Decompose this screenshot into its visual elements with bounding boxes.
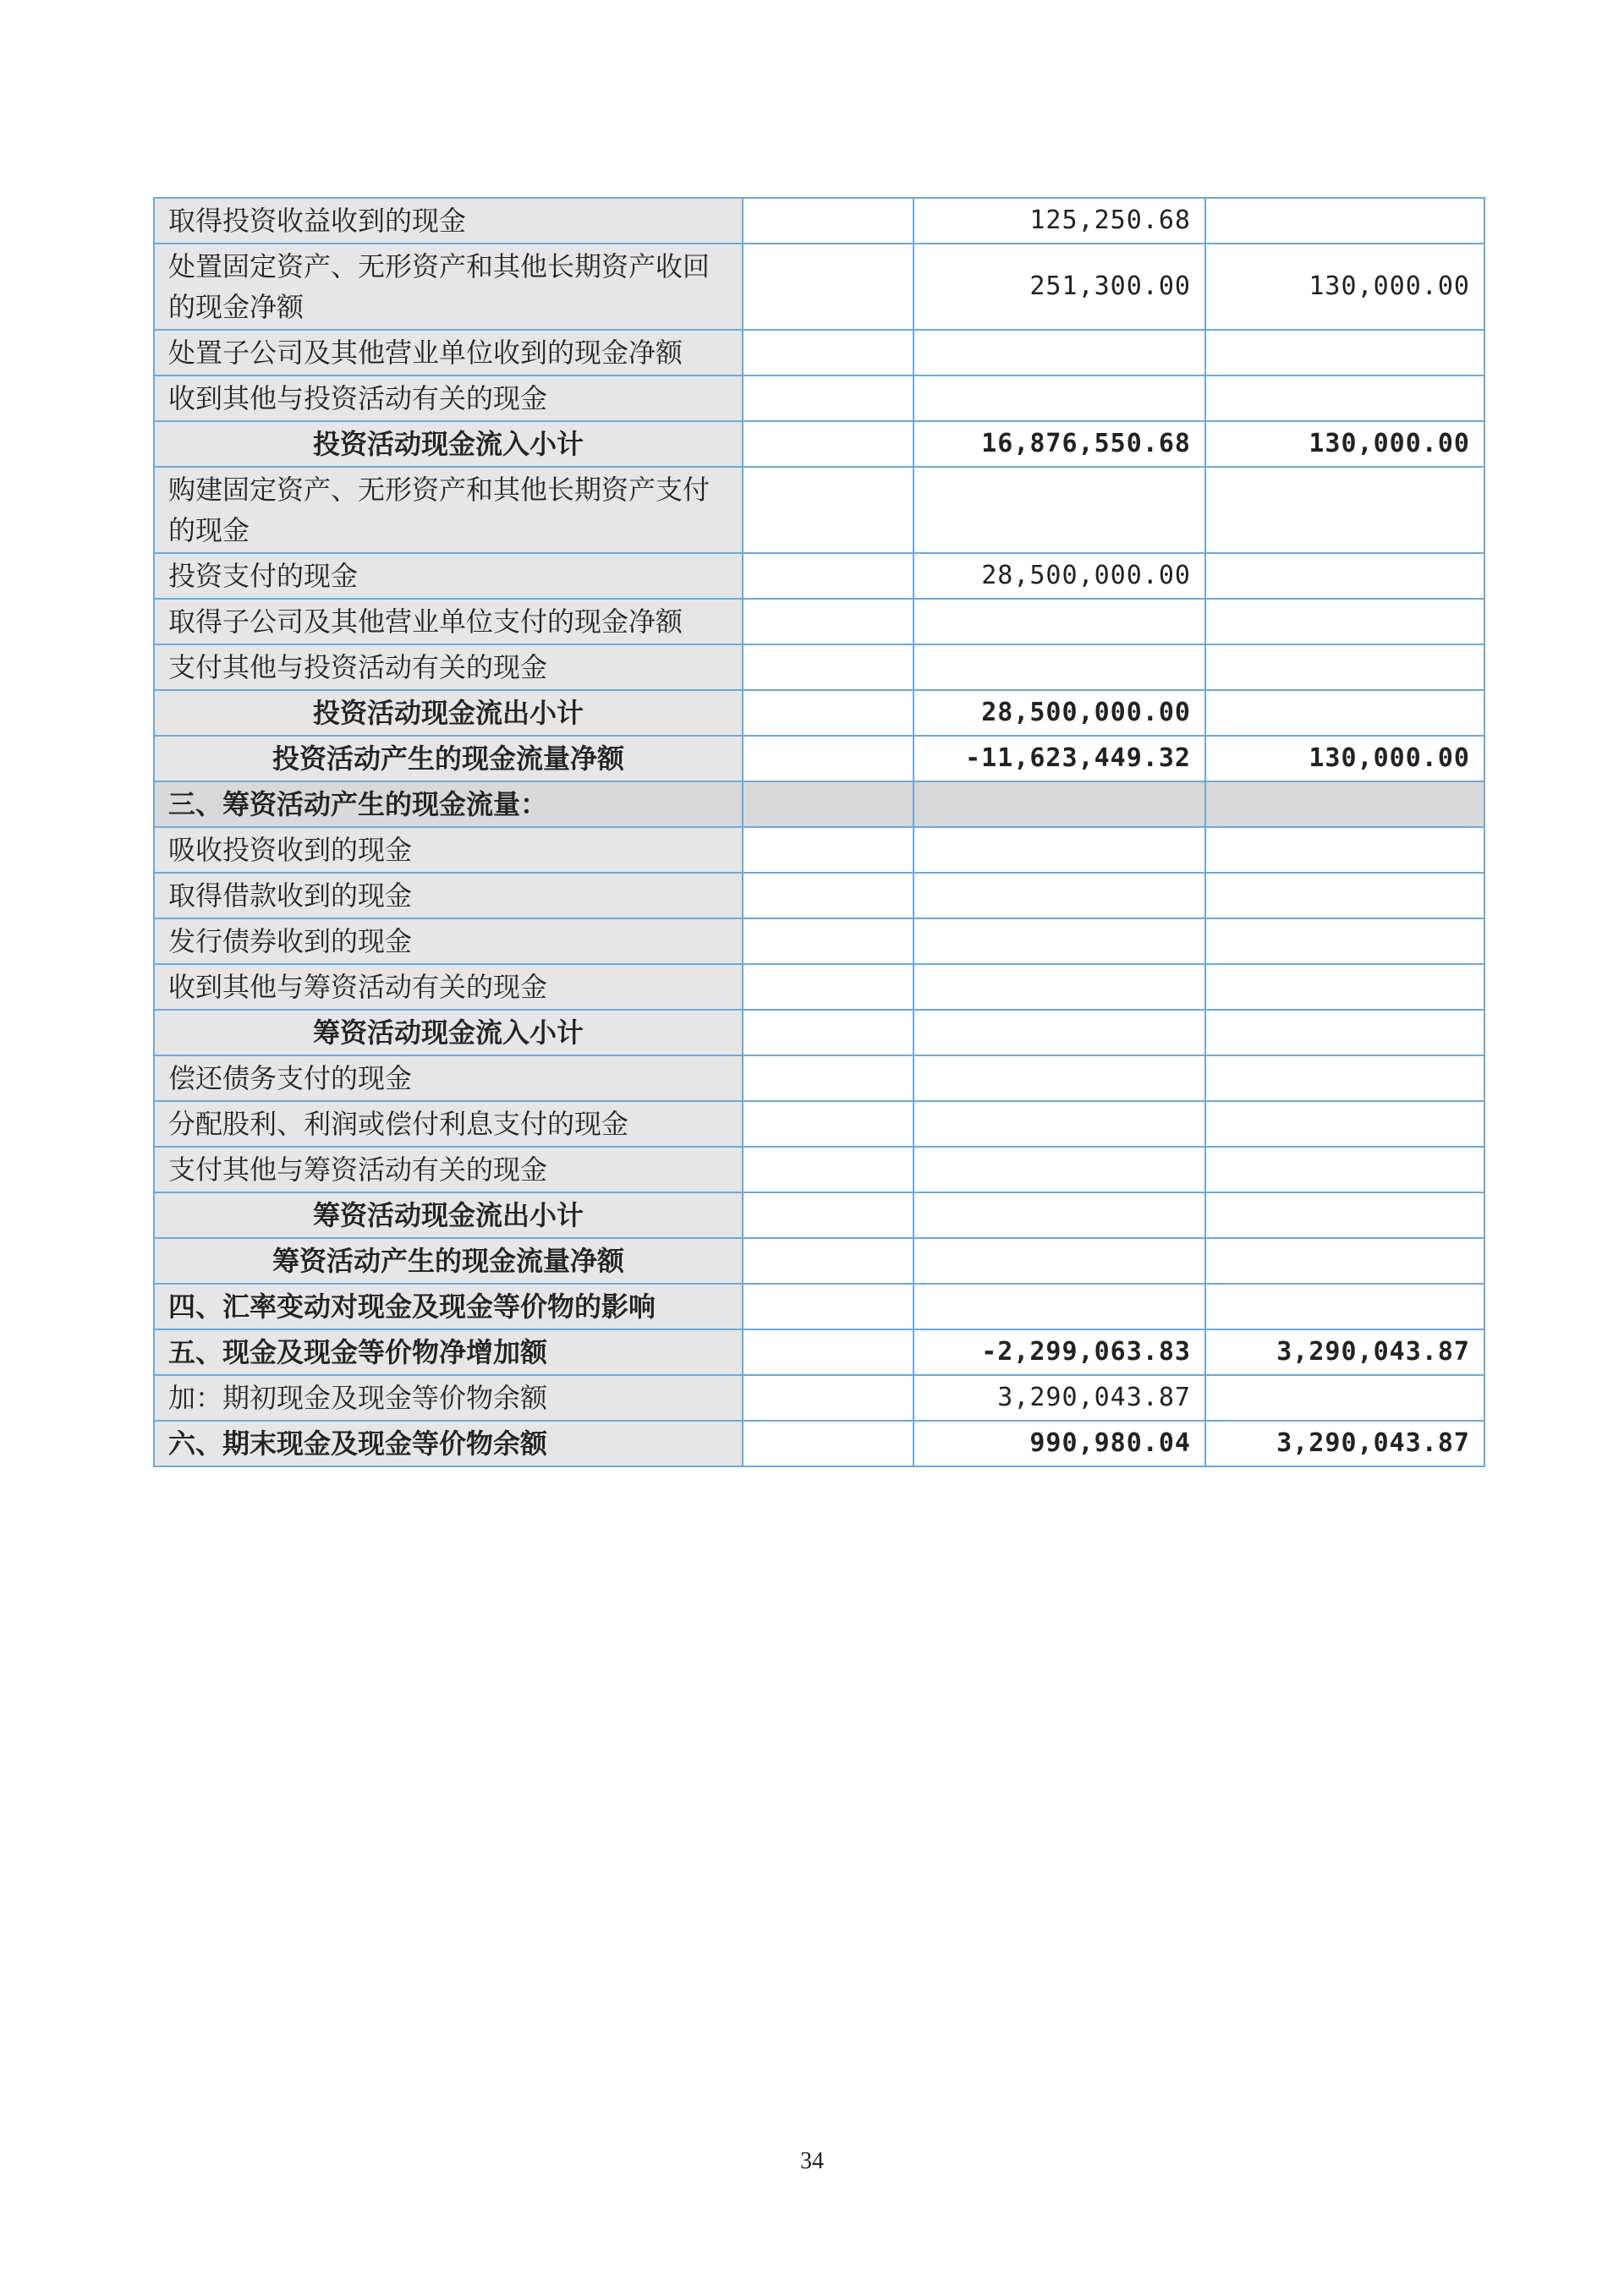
table-row xyxy=(154,244,1484,330)
row-item-label: 取得借款收到的现金 xyxy=(154,873,743,918)
row-note-cell xyxy=(743,1192,914,1238)
table-row xyxy=(154,599,1484,644)
row-current-amount xyxy=(914,375,1205,421)
page-number: 34 xyxy=(800,2148,824,2174)
row-note-cell xyxy=(743,827,914,873)
row-item-label: 三、筹资活动产生的现金流量： xyxy=(154,781,743,827)
row-note-cell xyxy=(743,873,914,918)
table-row xyxy=(154,1101,1484,1147)
row-prior-amount: 3,290,043.87 xyxy=(1205,1421,1484,1466)
row-prior-amount xyxy=(1205,198,1484,244)
row-prior-amount xyxy=(1205,553,1484,599)
row-note-cell xyxy=(743,244,914,330)
row-note-cell xyxy=(743,198,914,244)
row-current-amount xyxy=(914,1101,1205,1147)
row-item-label: 投资支付的现金 xyxy=(154,553,743,599)
row-prior-amount: 130,000.00 xyxy=(1205,736,1484,781)
table-row xyxy=(154,644,1484,690)
row-current-amount xyxy=(914,1238,1205,1284)
row-current-amount xyxy=(914,330,1205,375)
table-row xyxy=(154,421,1484,467)
row-item-label: 六、期末现金及现金等价物余额 xyxy=(154,1421,743,1466)
table-row xyxy=(154,1329,1484,1375)
row-current-amount xyxy=(914,1192,1205,1238)
row-current-amount xyxy=(914,1055,1205,1101)
row-item-label: 投资活动现金流出小计 xyxy=(154,690,743,736)
cash-flow-table xyxy=(153,197,1485,1467)
row-prior-amount xyxy=(1205,1375,1484,1421)
row-note-cell xyxy=(743,599,914,644)
table-row xyxy=(154,964,1484,1010)
row-current-amount xyxy=(914,873,1205,918)
row-prior-amount xyxy=(1205,1284,1484,1329)
table-row xyxy=(154,198,1484,244)
row-current-amount xyxy=(914,1010,1205,1055)
row-prior-amount xyxy=(1205,1010,1484,1055)
row-item-label: 分配股利、利润或偿付利息支付的现金 xyxy=(154,1101,743,1147)
row-item-label: 购建固定资产、无形资产和其他长期资产支付的现金 xyxy=(154,467,743,553)
row-prior-amount: 130,000.00 xyxy=(1205,244,1484,330)
row-note-cell xyxy=(743,1375,914,1421)
row-prior-amount xyxy=(1205,918,1484,964)
row-item-label: 吸收投资收到的现金 xyxy=(154,827,743,873)
row-note-cell xyxy=(743,421,914,467)
row-note-cell xyxy=(743,1421,914,1466)
row-prior-amount xyxy=(1205,644,1484,690)
row-note-cell xyxy=(743,330,914,375)
row-current-amount: -11,623,449.32 xyxy=(914,736,1205,781)
row-current-amount: 125,250.68 xyxy=(914,198,1205,244)
row-item-label: 五、现金及现金等价物净增加额 xyxy=(154,1329,743,1375)
row-note-cell xyxy=(743,781,914,827)
row-current-amount xyxy=(914,827,1205,873)
row-note-cell xyxy=(743,467,914,553)
row-prior-amount xyxy=(1205,1101,1484,1147)
row-note-cell xyxy=(743,644,914,690)
row-note-cell xyxy=(743,690,914,736)
row-prior-amount xyxy=(1205,1055,1484,1101)
row-note-cell xyxy=(743,1101,914,1147)
row-note-cell xyxy=(743,1010,914,1055)
row-item-label: 筹资活动现金流入小计 xyxy=(154,1010,743,1055)
row-note-cell xyxy=(743,1055,914,1101)
table-row xyxy=(154,1421,1484,1466)
row-current-amount xyxy=(914,918,1205,964)
row-prior-amount xyxy=(1205,467,1484,553)
row-prior-amount xyxy=(1205,873,1484,918)
row-note-cell xyxy=(743,1284,914,1329)
table-row xyxy=(154,873,1484,918)
row-item-label: 取得子公司及其他营业单位支付的现金净额 xyxy=(154,599,743,644)
row-item-label: 收到其他与投资活动有关的现金 xyxy=(154,375,743,421)
table-row xyxy=(154,827,1484,873)
row-item-label: 支付其他与筹资活动有关的现金 xyxy=(154,1147,743,1192)
table-row xyxy=(154,330,1484,375)
row-item-label: 投资活动现金流入小计 xyxy=(154,421,743,467)
row-note-cell xyxy=(743,964,914,1010)
table-row xyxy=(154,1055,1484,1101)
row-note-cell xyxy=(743,1147,914,1192)
row-item-label: 四、汇率变动对现金及现金等价物的影响 xyxy=(154,1284,743,1329)
row-note-cell xyxy=(743,375,914,421)
row-item-label: 发行债券收到的现金 xyxy=(154,918,743,964)
row-prior-amount: 130,000.00 xyxy=(1205,421,1484,467)
table-row xyxy=(154,1147,1484,1192)
table-row xyxy=(154,781,1484,827)
row-current-amount xyxy=(914,781,1205,827)
row-item-label: 筹资活动现金流出小计 xyxy=(154,1192,743,1238)
row-item-label: 支付其他与投资活动有关的现金 xyxy=(154,644,743,690)
table-body xyxy=(154,198,1484,1466)
row-prior-amount xyxy=(1205,375,1484,421)
row-current-amount xyxy=(914,1284,1205,1329)
row-current-amount: 16,876,550.68 xyxy=(914,421,1205,467)
table-row xyxy=(154,467,1484,553)
row-prior-amount xyxy=(1205,827,1484,873)
row-current-amount xyxy=(914,964,1205,1010)
table-row xyxy=(154,1238,1484,1284)
row-item-label: 筹资活动产生的现金流量净额 xyxy=(154,1238,743,1284)
row-prior-amount xyxy=(1205,1238,1484,1284)
row-current-amount xyxy=(914,1147,1205,1192)
row-current-amount: 28,500,000.00 xyxy=(914,690,1205,736)
row-item-label: 收到其他与筹资活动有关的现金 xyxy=(154,964,743,1010)
row-prior-amount xyxy=(1205,1147,1484,1192)
table-row xyxy=(154,553,1484,599)
row-prior-amount xyxy=(1205,964,1484,1010)
row-note-cell xyxy=(743,918,914,964)
row-prior-amount xyxy=(1205,599,1484,644)
row-prior-amount xyxy=(1205,690,1484,736)
table-row xyxy=(154,1010,1484,1055)
row-current-amount: 3,290,043.87 xyxy=(914,1375,1205,1421)
table-row xyxy=(154,1192,1484,1238)
row-current-amount: 251,300.00 xyxy=(914,244,1205,330)
row-item-label: 处置子公司及其他营业单位收到的现金净额 xyxy=(154,330,743,375)
row-current-amount xyxy=(914,644,1205,690)
row-prior-amount xyxy=(1205,330,1484,375)
row-prior-amount xyxy=(1205,781,1484,827)
row-item-label: 偿还债务支付的现金 xyxy=(154,1055,743,1101)
row-note-cell xyxy=(743,553,914,599)
row-prior-amount: 3,290,043.87 xyxy=(1205,1329,1484,1375)
table-row xyxy=(154,918,1484,964)
table-row xyxy=(154,1375,1484,1421)
row-current-amount xyxy=(914,467,1205,553)
row-current-amount: 28,500,000.00 xyxy=(914,553,1205,599)
row-item-label: 投资活动产生的现金流量净额 xyxy=(154,736,743,781)
row-note-cell xyxy=(743,736,914,781)
table-row xyxy=(154,1284,1484,1329)
row-item-label: 取得投资收益收到的现金 xyxy=(154,198,743,244)
row-item-label: 处置固定资产、无形资产和其他长期资产收回的现金净额 xyxy=(154,244,743,330)
row-note-cell xyxy=(743,1238,914,1284)
table-row xyxy=(154,736,1484,781)
row-current-amount: 990,980.04 xyxy=(914,1421,1205,1466)
row-note-cell xyxy=(743,1329,914,1375)
table-row xyxy=(154,690,1484,736)
row-item-label: 加：期初现金及现金等价物余额 xyxy=(154,1375,743,1421)
row-prior-amount xyxy=(1205,1192,1484,1238)
row-current-amount: -2,299,063.83 xyxy=(914,1329,1205,1375)
row-current-amount xyxy=(914,599,1205,644)
table-row xyxy=(154,375,1484,421)
